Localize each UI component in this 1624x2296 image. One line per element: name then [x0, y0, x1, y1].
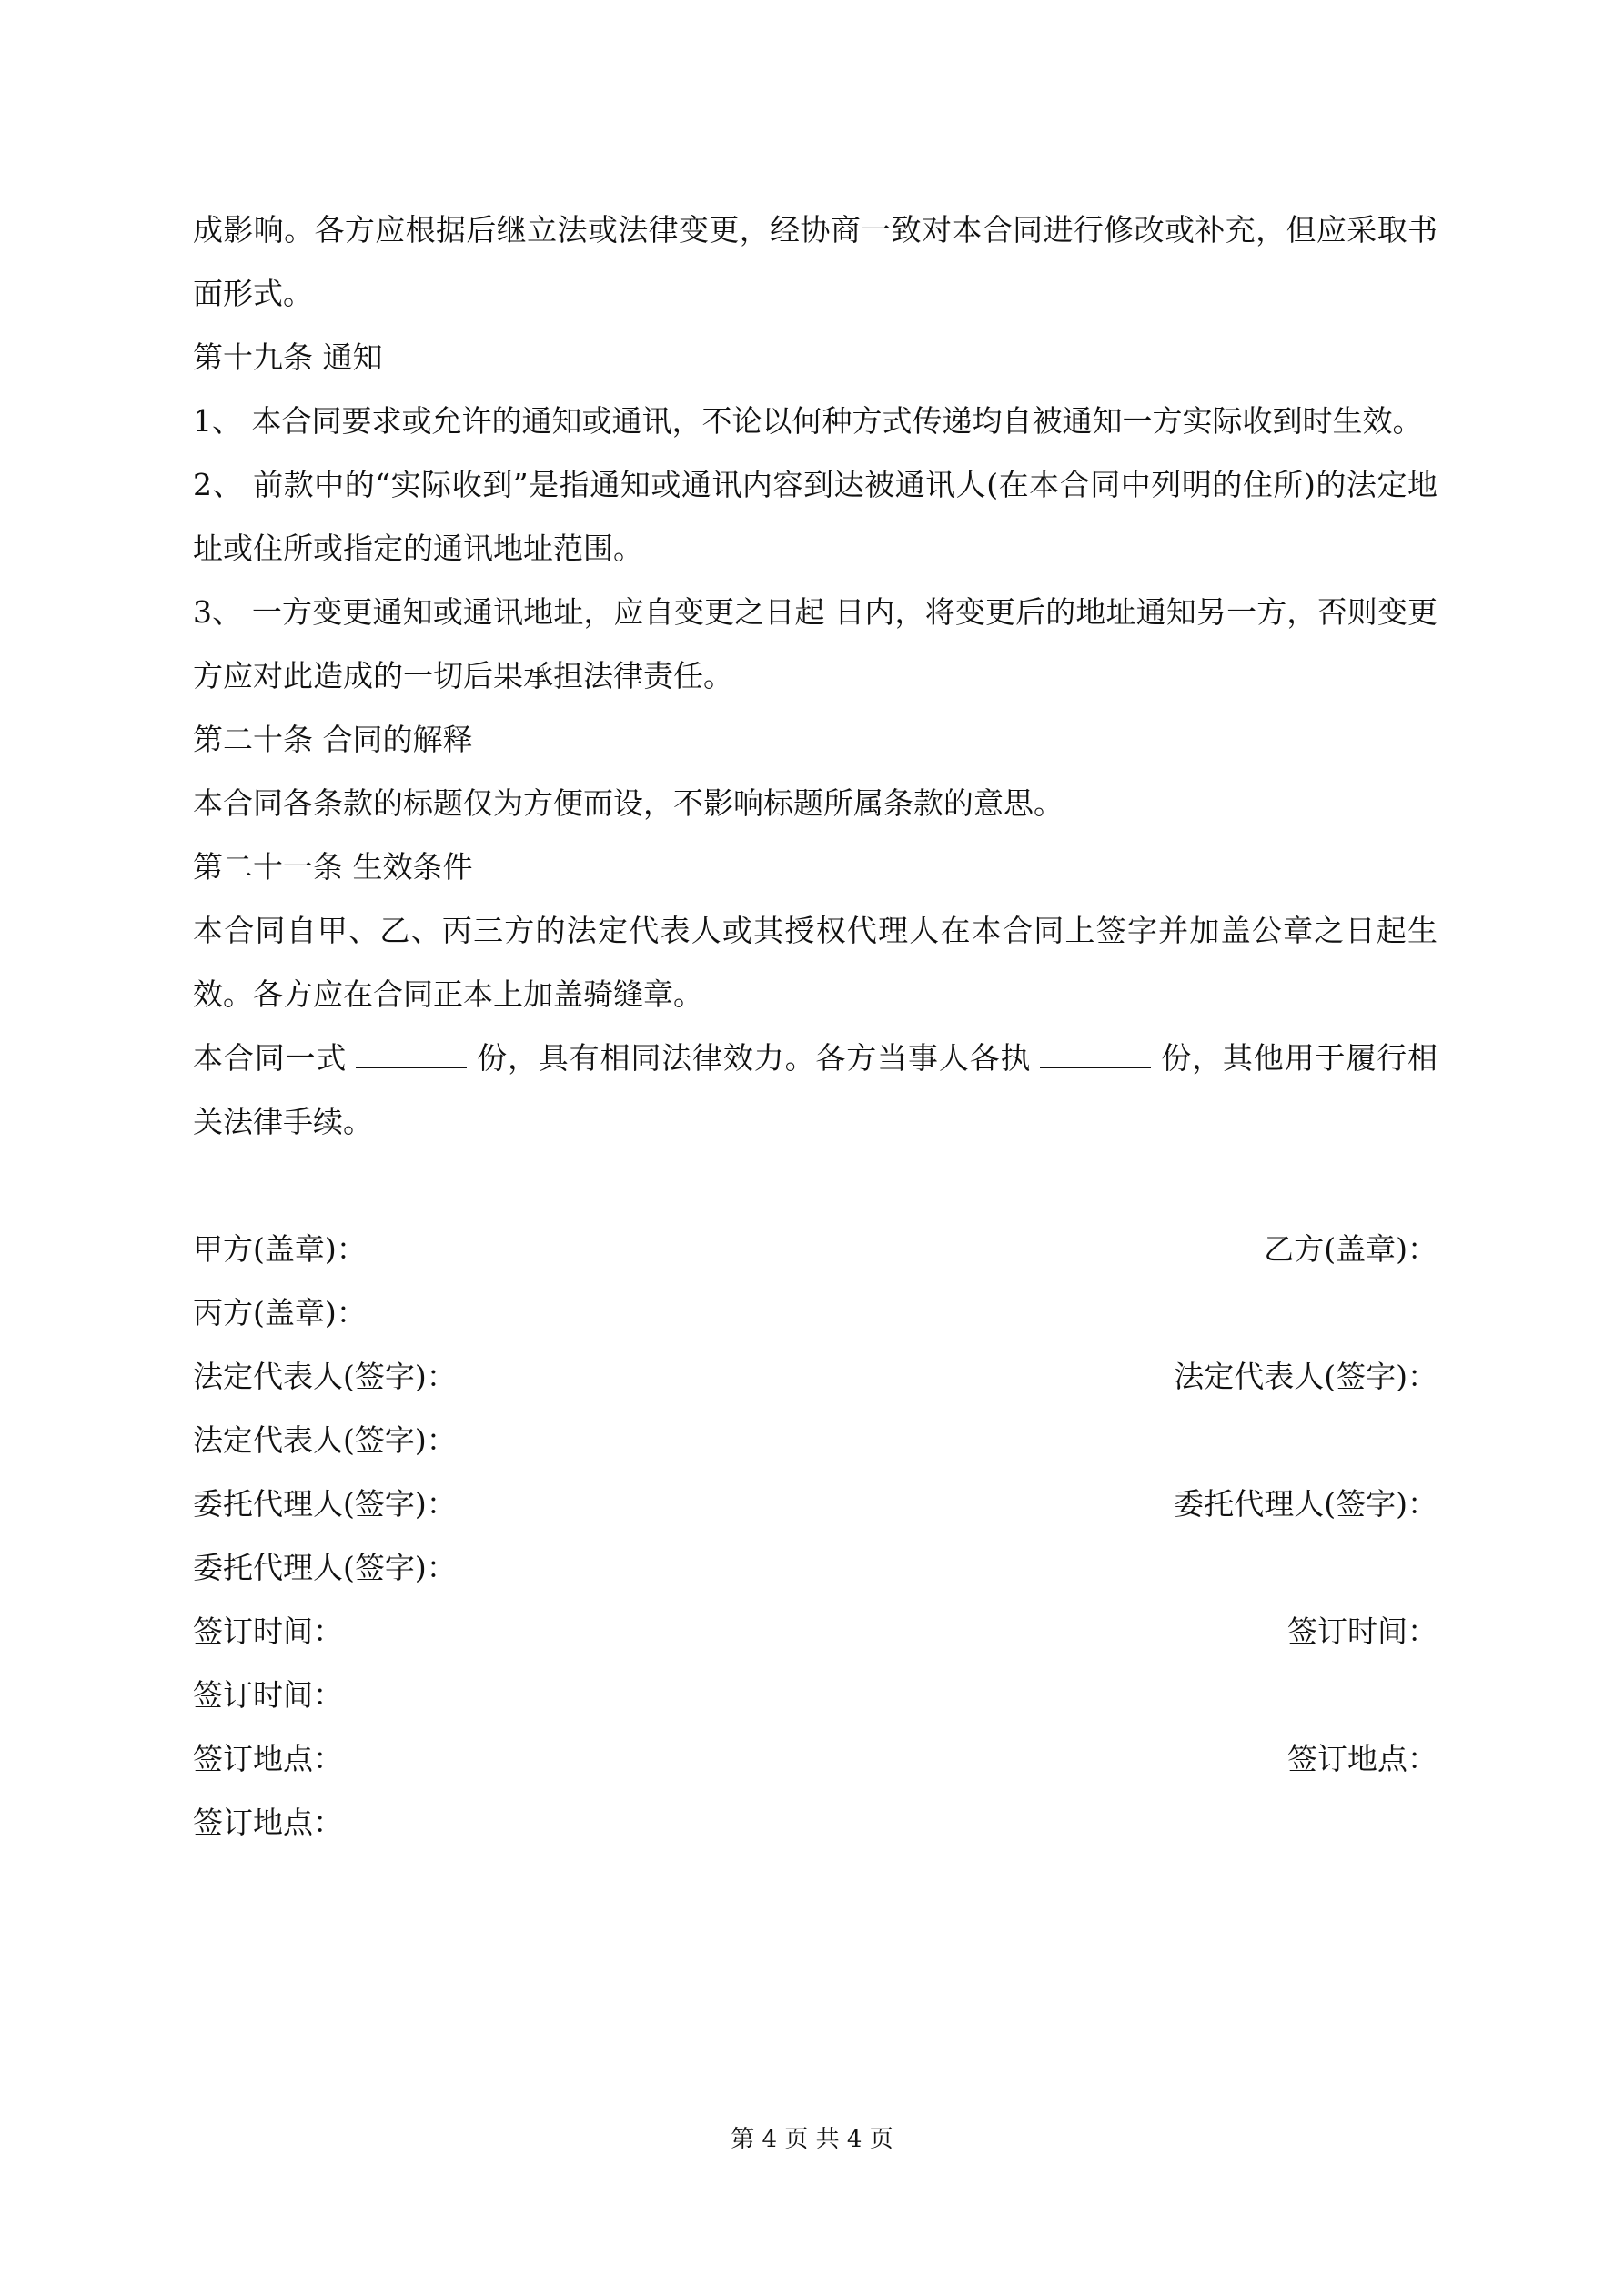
sign-place-label-c: 签订地点： [193, 1805, 343, 1840]
signature-row-places [193, 1727, 1437, 1791]
signature-row-reps [193, 1345, 1437, 1409]
signature-row-dates [193, 1600, 1437, 1664]
party-b-seal-label: 乙方(盖章)： [1264, 1231, 1437, 1267]
paragraph-continuation: 成影响。各方应根据后继立法或法律变更，经协商一致对本合同进行修改或补充，但应采取书面形式。 [193, 212, 1437, 311]
signature-spacer [193, 1154, 1437, 1218]
article-20-text: 本合同各条款的标题仅为方便而设，不影响标题所属条款的意思。 [193, 785, 1064, 821]
signature-row-agent-c [193, 1536, 1437, 1600]
page-number-footer: 第 4 页 共 4 页 [731, 2126, 893, 2153]
agent-label-c: 委托代理人(签字)： [193, 1550, 457, 1585]
copies-total-blank [356, 1047, 467, 1068]
article-19-heading: 第十九条 通知 [193, 339, 383, 375]
legal-rep-label-c: 法定代表人(签字)： [193, 1422, 457, 1458]
article-21-heading: 第二十一条 生效条件 [193, 849, 473, 885]
agent-label-a: 委托代理人(签字)： [193, 1486, 457, 1522]
legal-rep-label-a: 法定代表人(签字)： [193, 1359, 457, 1394]
sign-date-label-a: 签订时间： [193, 1613, 343, 1649]
signature-row-place-c [193, 1791, 1437, 1855]
copies-text-c: 份，其他用于履行相关法律手续。 [193, 1040, 1438, 1139]
signature-row-party-c [193, 1281, 1437, 1345]
party-a-seal-label: 甲方(盖章)： [193, 1231, 367, 1267]
signature-row-date-c [193, 1664, 1437, 1727]
article-19-item-1: 1、 本合同要求或允许的通知或通讯，不论以何种方式传递均自被通知一方实际收到时生效。 [193, 403, 1423, 439]
article-21-text: 本合同自甲、乙、丙三方的法定代表人或其授权代理人在本合同上签字并加盖公章之日起生效。各方应在合同正本上加盖骑缝章。 [193, 913, 1437, 1012]
sign-place-label-b: 签订地点： [1287, 1741, 1437, 1776]
signature-row-seals [193, 1218, 1437, 1281]
article-20-heading: 第二十条 合同的解释 [193, 722, 473, 757]
party-c-seal-label: 丙方(盖章)： [193, 1295, 367, 1330]
article-19-item-2: 2、 前款中的“实际收到”是指通知或通讯内容到达被通讯人(在本合同中列明的住所)的法定地址或住所或指定的通讯地址范围。 [193, 467, 1437, 566]
agent-label-b: 委托代理人(签字)： [1174, 1486, 1437, 1522]
sign-date-label-c: 签订时间： [193, 1677, 343, 1713]
copies-clause [193, 1027, 1437, 1154]
copies-each-blank [1040, 1047, 1151, 1068]
legal-rep-label-b: 法定代表人(签字)： [1174, 1359, 1437, 1394]
signature-row-rep-c [193, 1409, 1437, 1472]
sign-place-label-a: 签订地点： [193, 1741, 343, 1776]
signature-row-agents [193, 1472, 1437, 1536]
copies-text-b: 份，具有相同法律效力。各方当事人各执 [476, 1040, 1032, 1076]
article-19-item-3: 3、 一方变更通知或通讯地址，应自变更之日起 日内，将变更后的地址通知另一方，否则变更方应对此造成的一切后果承担法律责任。 [193, 594, 1437, 693]
contract-body [193, 198, 1437, 1855]
sign-date-label-b: 签订时间： [1287, 1613, 1437, 1649]
copies-text-a: 本合同一式 [193, 1040, 348, 1076]
